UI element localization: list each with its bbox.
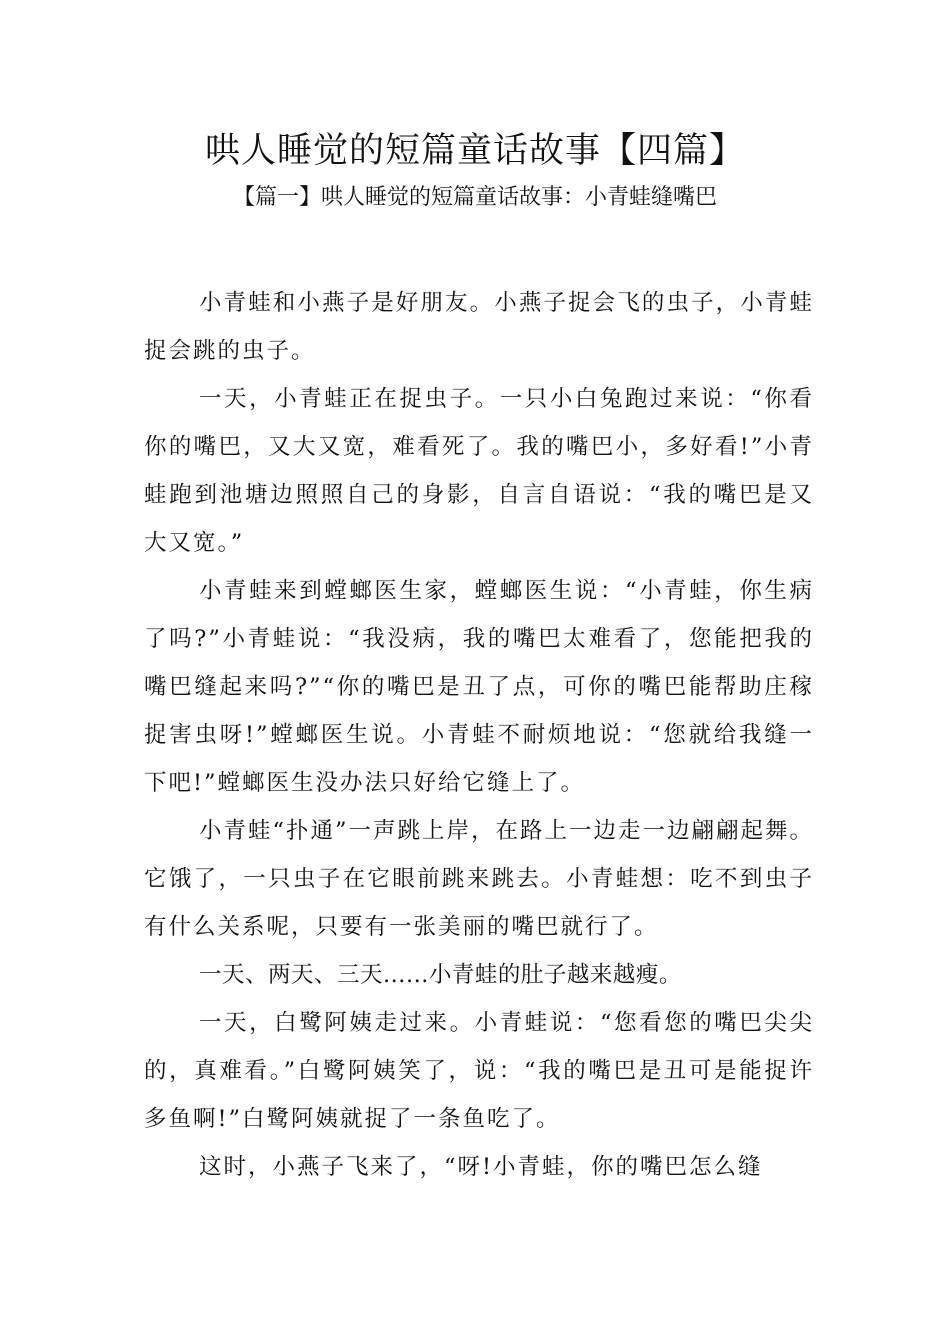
story-paragraph-5: 一天、两天、三天......小青蛙的肚子越来越瘦。 xyxy=(199,962,682,988)
story-paragraph-6: 一天，白鹭阿姨走过来。小青蛙说：“您看您的嘴巴尖尖的，真难看。”白鹭阿姨笑了，说：“我的嘴巴是丑可是能捉许多鱼啊!”白鹭阿姨就捉了一条鱼吃了。 xyxy=(144,1010,814,1132)
story-body xyxy=(144,279,814,1191)
document-subtitle: 【篇一】哄人睡觉的短篇童话故事：小青蛙缝嘴巴 xyxy=(232,185,717,210)
story-paragraph-7: 这时，小燕子飞来了，“呀!小青蛙，你的嘴巴怎么缝 xyxy=(199,1154,763,1180)
document-title: 哄人睡觉的短篇童话故事【四篇】 xyxy=(204,131,745,171)
story-paragraph-2: 一天，小青蛙正在捉虫子。一只小白兔跑过来说：“你看你的嘴巴，又大又宽，难看死了。我的嘴巴小，多好看!”小青蛙跑到池塘边照照自己的身影，自言自语说：“我的嘴巴是又大又宽。” xyxy=(144,386,814,556)
story-paragraph-3: 小青蛙来到螳螂医生家，螳螂医生说：“小青蛙，你生病了吗?”小青蛙说：“我没病，我的嘴巴太难看了，您能把我的嘴巴缝起来吗?”“你的嘴巴是丑了点，可你的嘴巴能帮助庄稼捉害虫呀!”螳螂医生说。小青蛙不耐烦地说：“您就给我缝一下吧!”螳螂医生没办法只好给它缝上了。 xyxy=(144,578,814,796)
story-paragraph-1: 小青蛙和小燕子是好朋友。小燕子捉会飞的虫子，小青蛙捉会跳的虫子。 xyxy=(144,290,814,364)
story-paragraph-4: 小青蛙“扑通”一声跳上岸，在路上一边走一边翩翩起舞。它饿了，一只虫子在它眼前跳来跳去。小青蛙想：吃不到虫子有什么关系呢，只要有一张美丽的嘴巴就行了。 xyxy=(144,818,815,940)
